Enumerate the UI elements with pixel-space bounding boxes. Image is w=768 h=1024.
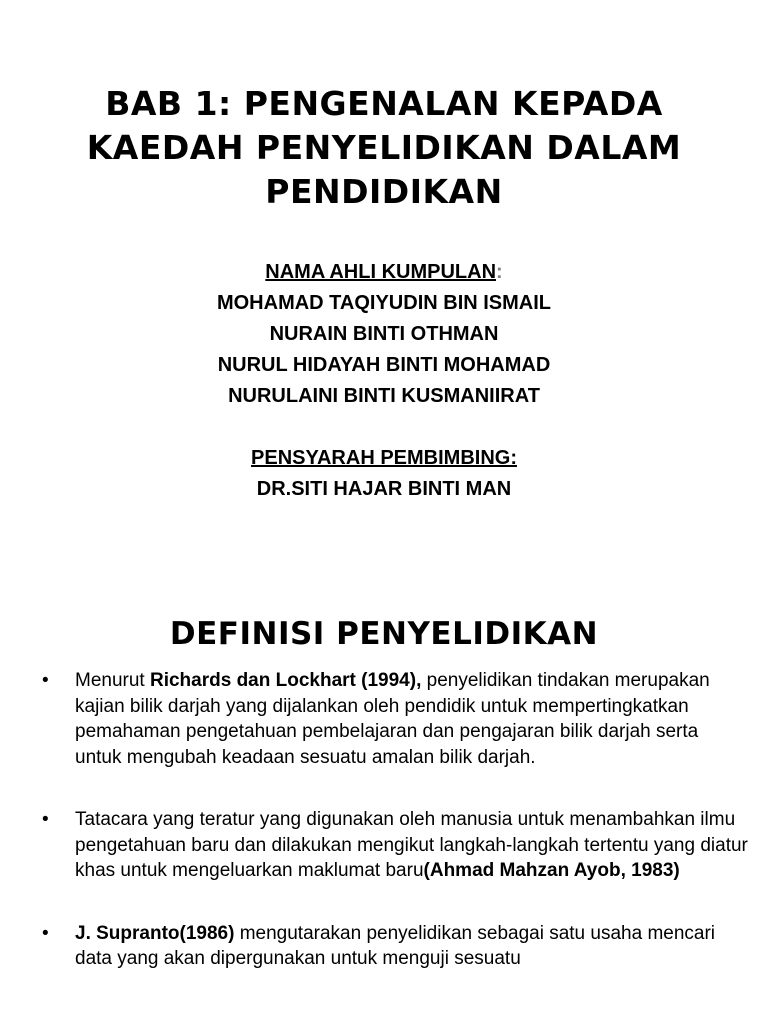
bullet-icon: •: [42, 922, 49, 944]
section-title: DEFINISI PENYELIDIKAN: [169, 616, 599, 652]
bullet-icon: •: [42, 809, 49, 830]
bullet-citation: (Ahmad Mahzan Ayob, 1983): [423, 860, 680, 881]
main-title-line-3: PENDIDIKAN: [265, 172, 503, 211]
definition-slide: [0, 590, 768, 1024]
members-heading-line: [0, 257, 768, 288]
bullet-text-post: mengutarakan penyelidikan sebagai satu usaha mencari data yang akan dipergunakan untuk menguji sesuatu: [75, 922, 716, 969]
bullet-text-pre: Menurut: [75, 670, 150, 691]
main-title: [30, 82, 738, 214]
list-item: [0, 921, 768, 972]
main-title-line-2: KAEDAH PENYELIDIKAN DALAM: [86, 128, 682, 167]
list-item: [0, 668, 768, 770]
supervisor-heading-line: [0, 443, 768, 474]
bullet-text-post: penyelidikan tindakan merupakan kajian bilik darjah yang dijalankan oleh pendidik untuk mempertingkatkan pemahaman pengetahuan pembelajaran dan pengajaran bilik darjah serta untuk mengubah keadaan sesuatu amalan bilik darjah.: [75, 670, 710, 768]
credits-block: [0, 257, 768, 505]
bullet-citation: J. Supranto(1986): [75, 922, 235, 944]
definition-list: [0, 668, 768, 1009]
supervisor-heading: PENSYARAH PEMBIMBING:: [251, 447, 517, 469]
member-name-3: NURUL HIDAYAH BINTI MOHAMAD: [217, 354, 551, 376]
credits-spacer: [0, 412, 768, 443]
main-title-line-1: BAB 1: PENGENALAN KEPADA: [105, 84, 663, 123]
bullet-text-pre: Tatacara yang teratur yang digunakan oleh manusia untuk menambahkan ilmu pengetahuan baru dan dilakukan mengikut langkah-langkah tertentu yang diatur khas untuk mengeluarkan maklumat baru: [75, 809, 748, 881]
member-name-4: NURULAINI BINTI KUSMANIIRAT: [228, 385, 540, 407]
bullet-icon: •: [42, 670, 49, 691]
list-item: [0, 807, 768, 884]
member-name-2: NURAIN BINTI OTHMAN: [269, 323, 499, 345]
supervisor-name: DR.SITI HAJAR BINTI MAN: [256, 478, 512, 500]
bullet-citation: Richards dan Lockhart (1994),: [149, 670, 422, 691]
members-heading-colon: :: [496, 261, 503, 283]
members-heading: NAMA AHLI KUMPULAN: [265, 261, 497, 283]
member-name-1: MOHAMAD TAQIYUDIN BIN ISMAIL: [216, 292, 552, 314]
